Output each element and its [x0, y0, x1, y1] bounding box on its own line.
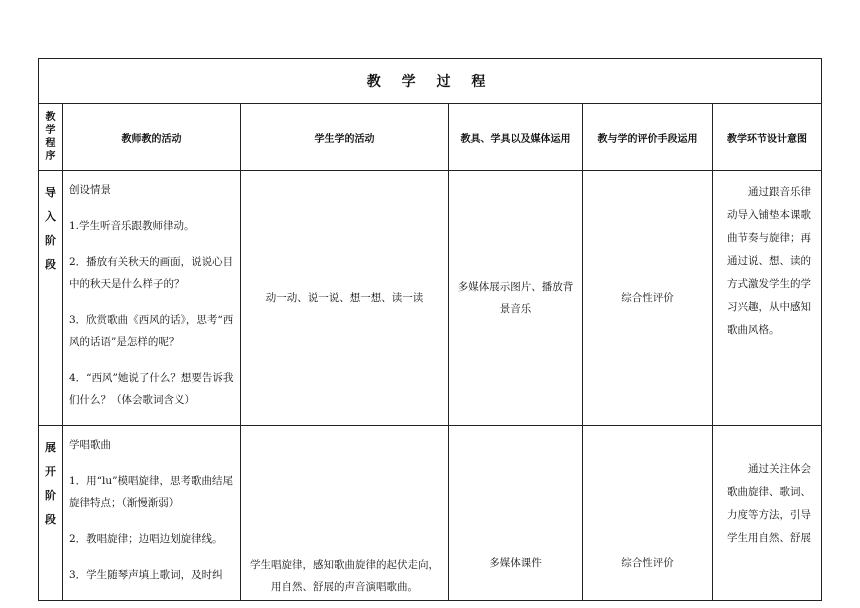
lesson-process-table	[38, 58, 822, 601]
design-intent-cell	[713, 426, 822, 601]
header-stage	[39, 104, 63, 171]
teacher-activity-line: 学唱歌曲	[69, 439, 111, 451]
stage-cell	[39, 426, 63, 601]
vertical-label: 导 入 阶 段	[45, 186, 56, 271]
teacher-activity-line: 4．“西风”她说了什么？想要告诉我们什么？（体会歌词含义）	[69, 372, 234, 406]
evaluation-text: 综合性评价	[621, 557, 674, 569]
design-intent-text: 通过关注体会歌曲旋律、歌词、力度等方法，引导学生用自然、舒展	[727, 463, 811, 544]
design-intent-cell	[713, 171, 822, 426]
teacher-activity-line: 1.学生听音乐跟教师律动。	[69, 220, 195, 232]
student-activity-cell: 动一动、说一说、想一想、读一读	[241, 171, 449, 426]
stage-cell	[39, 171, 63, 426]
teacher-activity-cell	[63, 171, 241, 426]
table-title-row	[39, 59, 822, 104]
header-intent: 教学环节设计意图	[713, 104, 822, 171]
header-student: 学生学的活动	[241, 104, 449, 171]
teacher-activity-line: 3．学生随琴声填上歌词，及时纠	[69, 569, 223, 581]
header-evaluation: 教与学的评价手段运用	[583, 104, 713, 171]
table-row	[39, 171, 822, 426]
vertical-label: 教 学 程 序	[45, 112, 56, 162]
teacher-activity-line: 3．欣赏歌曲《西风的话》，思考“西风的话语”是怎样的呢？	[69, 314, 234, 348]
header-teacher: 教师教的活动	[63, 104, 241, 171]
vertical-label: 展 开 阶 段	[45, 441, 56, 526]
table-header-row	[39, 104, 822, 171]
media-cell: 多媒体展示图片、播放背景音乐	[449, 171, 583, 426]
media-text: 多媒体课件	[489, 557, 542, 569]
student-activity-cell: 学生唱旋律，感知歌曲旋律的起伏走向，用自然、舒展的声音演唱歌曲。	[241, 426, 449, 601]
design-intent-text: 通过跟音乐律动导入铺垫本课歌曲节奏与旋律；再通过说、想、读的方式激发学生的学习兴趣，从中感知歌曲风格。	[727, 186, 811, 336]
teacher-activity-line: 创设情景	[69, 184, 111, 196]
teacher-activity-line: 2．教唱旋律；边唱边划旋律线。	[69, 533, 223, 545]
table-title: 教 学 过 程	[39, 59, 822, 104]
lesson-process-sheet	[38, 58, 821, 593]
teacher-activity-cell	[63, 426, 241, 601]
evaluation-cell	[583, 426, 713, 601]
teacher-activity-line: 2．播放有关秋天的画面，说说心目中的秋天是什么样子的？	[69, 256, 234, 290]
evaluation-cell: 综合性评价	[583, 171, 713, 426]
table-row	[39, 426, 822, 601]
media-cell	[449, 426, 583, 601]
header-media: 教具、学具以及媒体运用	[449, 104, 583, 171]
teacher-activity-line: 1．用“lu”模唱旋律，思考歌曲结尾旋律特点；（渐慢渐弱）	[69, 475, 234, 509]
